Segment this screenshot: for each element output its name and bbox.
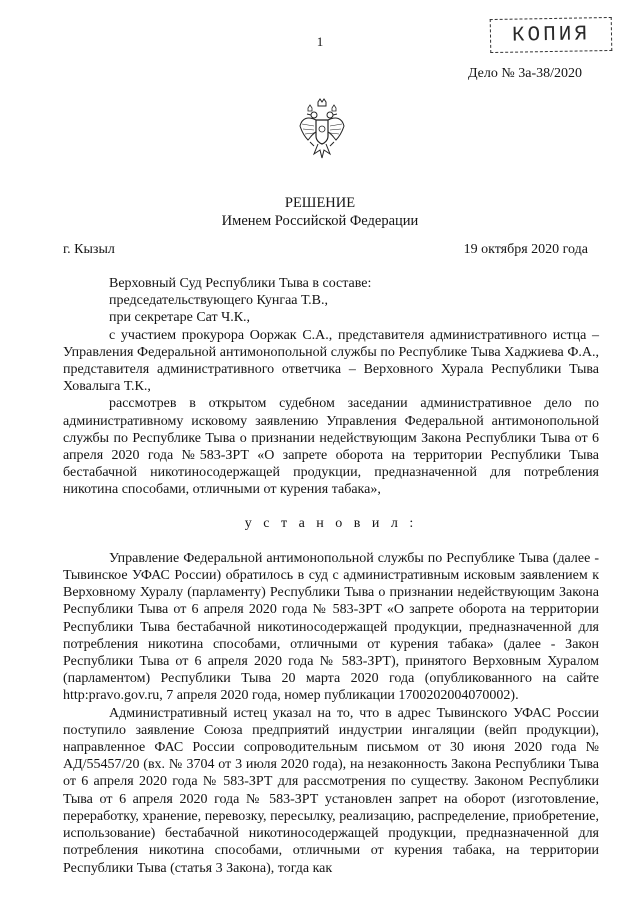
date: 19 октября 2020 года <box>463 242 588 257</box>
document-body <box>63 275 599 877</box>
copy-stamp: КОПИЯ <box>490 17 613 53</box>
russian-coat-of-arms-icon <box>298 98 346 160</box>
presiding-judge: председательствующего Кунгаа Т.В., <box>109 293 328 309</box>
paragraph-1: Управление Федеральной антимонопольной службы по Республике Тыва (далее - Тывинское УФАС России) обратилось в суд с административным исковым заявлением к Верховному Хуралу (парламенту) Республики Тыва о признании недействующим Закона Республики Тыва от 6 апреля 2020 года № 583-ЗРТ «О запрете оборота на территории Республики Тыва бестабачной никотиносодержащей продукции, предназначенной для потребления никотина способами, отличными от курения табака» (далее - Закон Республики Тыва от 6 апреля 2020 года № 583-ЗРТ), принятого Верховным Хуралом (парламентом) Республики Тыва 20 марта 2020 года (опубликованного на сайте http:pravo.gov.ru, 7 апреля 2020 года, номер публикации 1700202004070002). <box>63 550 599 704</box>
document-title: РЕШЕНИЕ <box>284 195 356 211</box>
page-number: 1 <box>316 34 324 49</box>
document-subtitle: Именем Российской Федерации <box>221 213 419 229</box>
paragraph-2: Административный истец указал на то, что в адрес Тывинского УФАС России поступило заявление Союза предприятий индустрии ингаляции (вейп продукции), направленное ФАС России сопроводительным письмом от 30 июня 2020 года № АД/55457/20 (вх. № 3704 от 3 июля 2020 года), на незаконность Закона Республики Тыва от 6 апреля 2020 года № 583-ЗРТ для рассмотрения по существу. Законом Республики Тыва от 6 апреля 2020 года № 583-ЗРТ установлен запрет на оборот (изготовление, переработку, хранение, перевозку, пересылку, реализацию, распределение, приобретение, использование) бестабачной никотиносодержащей продукции, предназначенной для потребления никотина способами, отличными от курения табака, на территории Республики Тыва (статья 3 Закона), тогда как <box>63 705 599 876</box>
title-block <box>0 194 640 230</box>
considered-paragraph: рассмотрев в открытом судебном заседании административное дело по административному исковому заявлению Управления Федеральной антимонопольной службы по Республике Тыва о признании недействующим Закона Республики Тыва от 6 апреля 2020 года №583-ЗРТ «О запрете оборота на территории Республики Тыва бестабачной никотиносодержащей продукции, предназначенной для потребления никотина способами, отличными от курения табака», <box>63 396 599 498</box>
court-secretary: при секретаре Сат Ч.К., <box>109 310 251 326</box>
city: г. Кызыл <box>63 242 115 257</box>
court-composition: Верховный Суд Республики Тыва в составе: <box>109 276 372 291</box>
participants-paragraph: с участием прокурора Ооржак С.А., представителя административного истца – Управления Федеральной антимонопольной службы по Республике Тыва Хаджиева Ф.А., представителя административного ответчика – Верховного Хурала Республики Тыва Ховалыга Т.К., <box>63 327 599 395</box>
case-number: Дело № 3а-38/2020 <box>467 66 582 81</box>
established-heading: у с т а н о в и л : <box>244 515 418 531</box>
